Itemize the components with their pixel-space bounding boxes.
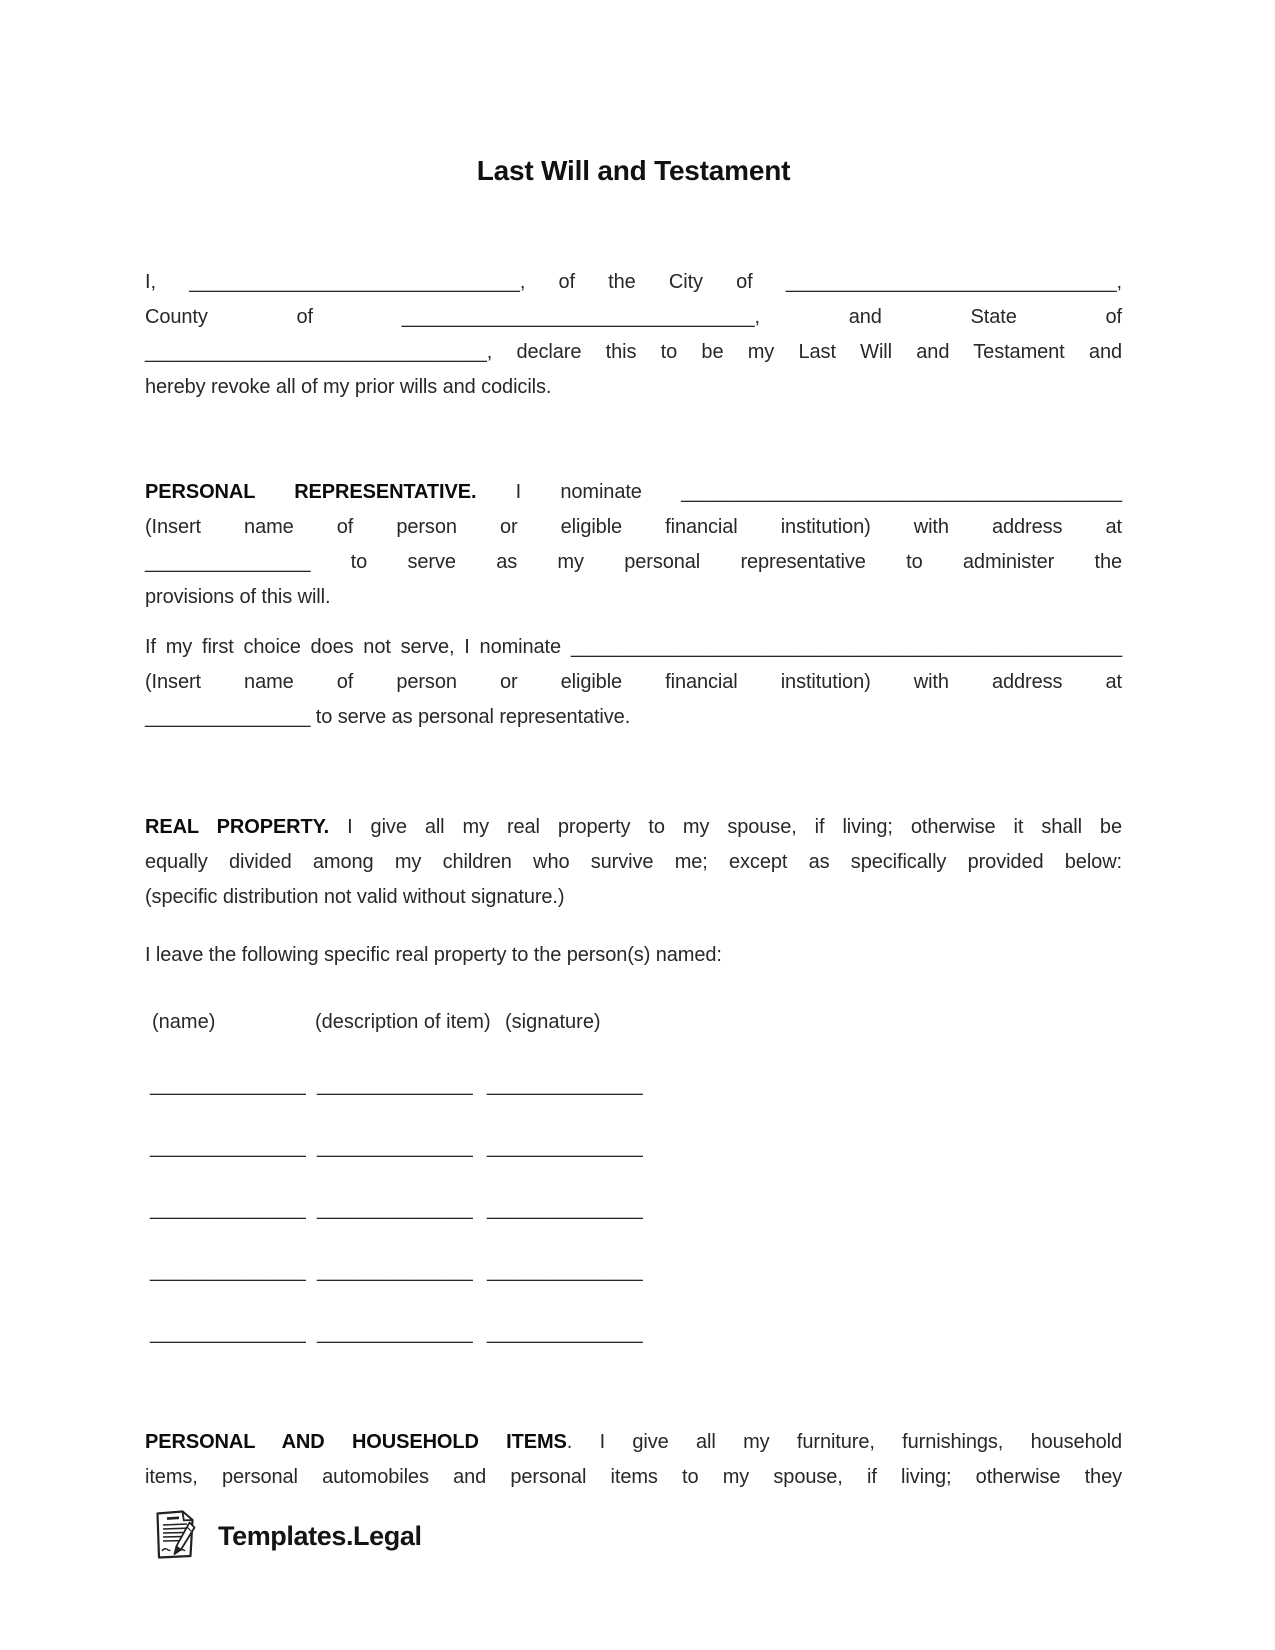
real-property-heading: REAL PROPERTY. — [145, 816, 330, 838]
bequest-table — [150, 1068, 642, 1378]
paragraph-text: I give all my real property to my spouse, if living; otherwise it shall be — [347, 816, 1122, 838]
household-items-heading: PERSONAL AND HOUSEHOLD ITEMS — [145, 1431, 567, 1453]
page-title: Last Will and Testament — [476, 155, 791, 186]
name-blank-line: ______________ — [150, 1260, 306, 1282]
paragraph-line: (specific distribution not valid without signature.) — [145, 886, 565, 908]
paragraph-line: provisions of this will. — [145, 586, 331, 608]
paragraph-line: If my first choice does not serve, I nominate __________________________________________________ — [145, 636, 1122, 658]
personal-representative-heading: PERSONAL REPRESENTATIVE. — [145, 481, 477, 503]
footer-brand — [150, 1506, 422, 1565]
name-blank-line: ______________ — [150, 1074, 306, 1096]
personal-representative-paragraph-1 — [145, 475, 1122, 615]
personal-representative-paragraph-2 — [145, 630, 1122, 735]
opening-line: County of ________________________________, and State of — [145, 306, 1122, 328]
bequest-table-header — [152, 1005, 601, 1040]
table-row — [150, 1192, 642, 1227]
opening-paragraph — [145, 265, 1122, 405]
signature-blank-line: ______________ — [487, 1198, 643, 1220]
signature-blank-line: ______________ — [487, 1136, 643, 1158]
description-blank-line: ______________ — [317, 1198, 473, 1220]
paragraph-text: I nominate ________________________________________ — [515, 481, 1122, 503]
table-row — [150, 1068, 642, 1103]
description-blank-line: ______________ — [317, 1322, 473, 1344]
paragraph-line — [145, 1425, 1122, 1460]
signature-blank-line: ______________ — [487, 1074, 643, 1096]
description-blank-line: ______________ — [317, 1074, 473, 1096]
name-blank-line: ______________ — [150, 1136, 306, 1158]
table-row — [150, 1254, 642, 1289]
description-blank-line: ______________ — [317, 1136, 473, 1158]
real-property-paragraph — [145, 810, 1122, 915]
signature-blank-line: ______________ — [487, 1260, 643, 1282]
column-header-signature: (signature) — [505, 1011, 601, 1033]
table-row — [150, 1130, 642, 1165]
opening-line: hereby revoke all of my prior wills and codicils. — [145, 376, 552, 398]
column-header-name: (name) — [152, 1011, 216, 1033]
paragraph-line — [145, 475, 1122, 510]
opening-line: I, ______________________________, of the City of ______________________________, — [145, 271, 1122, 293]
paragraph-line: (Insert name of person or eligible financial institution) with address at — [145, 671, 1122, 693]
name-blank-line: ______________ — [150, 1198, 306, 1220]
opening-line: _______________________________, declare this to be my Last Will and Testament and — [145, 341, 1122, 363]
specific-property-intro — [145, 938, 1122, 973]
paragraph-line: items, personal automobiles and personal items to my spouse, if living; otherwise they — [145, 1466, 1122, 1488]
paragraph-line: equally divided among my children who survive me; except as specifically provided below: — [145, 851, 1122, 873]
paragraph-line — [145, 810, 1122, 845]
signature-blank-line: ______________ — [487, 1322, 643, 1344]
document-pen-icon — [150, 1506, 198, 1565]
paragraph-line: I leave the following specific real property to the person(s) named: — [145, 944, 722, 966]
description-blank-line: ______________ — [317, 1260, 473, 1282]
table-row — [150, 1316, 642, 1351]
paragraph-line: _______________ to serve as personal representative. — [145, 706, 631, 728]
column-header-description: (description of item) — [315, 1011, 491, 1033]
household-items-paragraph — [145, 1425, 1122, 1495]
paragraph-line: (Insert name of person or eligible financial institution) with address at — [145, 516, 1122, 538]
brand-name: Templates.Legal — [218, 1520, 422, 1551]
paragraph-line: _______________ to serve as my personal representative to administer the — [145, 551, 1122, 573]
paragraph-text: . I give all my furniture, furnishings, household — [566, 1431, 1122, 1453]
name-blank-line: ______________ — [150, 1322, 306, 1344]
